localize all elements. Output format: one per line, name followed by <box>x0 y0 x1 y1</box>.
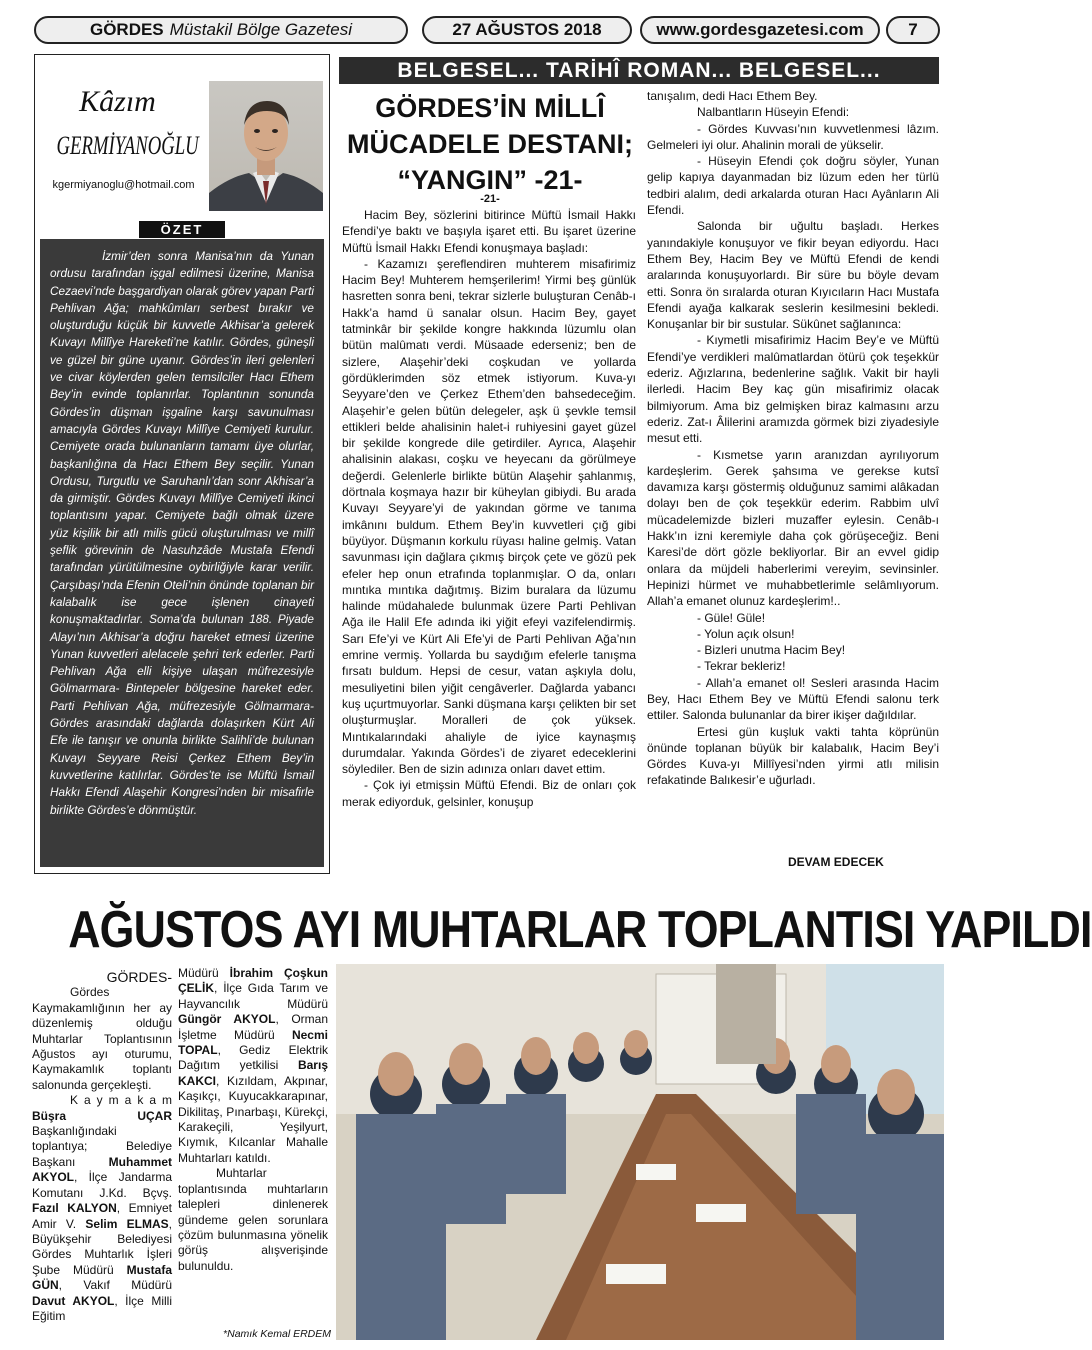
person-name: Selim ELMAS <box>85 1216 169 1231</box>
news-text: , Orman İşletme Müdürü <box>178 1012 328 1042</box>
website-link[interactable] <box>640 16 880 44</box>
person-name: Necmi TOPAL <box>178 1027 328 1058</box>
page-number <box>886 16 940 44</box>
news-dateline: GÖRDES- <box>106 969 172 985</box>
author-last-name: GERMİYANOĞLU <box>56 131 199 160</box>
news-text: , Kızıldam, Akpınar, Kaşıkçı, Kuyucakkarapınar, Dikilitaş, Pınarbaşı, Kürekçi, Karakeçili, Yeşilyurt, Kıymık, Kılcanlar Mahalle Muhtarları katıldı. <box>178 1073 328 1165</box>
author-photo <box>209 81 323 211</box>
person-name: Büşra UÇAR <box>32 1108 172 1123</box>
news-text: , Vakıf Müdürü <box>58 1278 172 1293</box>
author-column <box>34 54 330 874</box>
paragraph: - Yolun açık olsun! <box>697 626 795 641</box>
paragraph: - Kazamızı şereflendiren muhterem misafirimiz Hacim Bey! Muhterem hemşerilerim! Yirmi beş günlük hasretten sonra beni, tekrar sizlerle buluşturan Cenâb-ı Hakk’a hamd ü sanalar olsun. Hacim Bey, gayet tatminkâr bir şekilde kongre hakkında lüzumlu olan bütün malûmatı verdi. Müsaade ederseniz; ben de sizlere, Alaşehir’deki coşkudan ve yollarda gördüklerimden söz etmek istiyorum. Kuva-yı Seyyare’den ve Çerkez Ethem’den bahsedeceğim. Alaşehir’e gelen bütün delegeler, aşk ü şevkle temsil ettikleri belde ahalisinin halet-i ruhiyesini gayet güzel bir şekilde kongrede dile getirdiler. Ayrıca, Alaşehir ahalisinin alakası, coşku ve heyecanı da görülmeye değerdi. Gelenlerle birlikte bütün Alaşehir şahlanmış, dörtnala koşmaya hazır bir küheylan gibiydi. Bu arada Kuvayı Seyyare’yi de yakından görme ve tanıma imkânını buldum. Ethem Bey’in kuvvetleri çığ gibi büyüyor. Düşmanın korkulu rüyası haline gelmiş. Vatan savunması için dağlara çıkmış birçok çete ve gözü pek efeler hep onun etrafında toplanmışlar. O da, onları mıntıka mıntıka dağıtmış. Bizim buralara da lüzumu halinde müdahalede bulunmak üzere Parti Pehlivan Ağa ile Halil Efe adında iki yiğit efeyi vazifelendirmiş. Sarı Efe’yi ve Kürt Ali Efe’yi de Parti Pehlivan Ağa’nın emrine vermiş. Yollarda bu saydığım efelerle tanışma fırsatı buldum. Hepsi de cesur, vatan aşkıyla dolu, mesuliyetini bilen yiğit cengâverler. Dağlarda yabancı kuş uçurtmuyorlar. Sanki düşmana karşı çelikten bir set oluşturmuşlar. Moralleri de çok yüksek. Mıntıkalarındaki ahaliyle de iyice kaynaşmış durumdalar. Yakında Gördes’i de ziyaret edeceklerini söylediler. Ben de sizin adınıza onları davet ettim. <box>342 256 636 777</box>
serial-title-line1: GÖRDES’İN MİLLÎ <box>375 93 605 123</box>
news-paragraph <box>32 1093 179 1324</box>
paragraph: - Çok iyi etmişsin Müftü Efendi. Biz de onları çok merak ediyorduk, gelsinler, konuşup <box>342 778 636 809</box>
news-text: , İlçe Gıda Tarım ve Hayvancılık Müdürü <box>178 981 328 1011</box>
person-name: Güngör AKYOL <box>178 1012 276 1027</box>
masthead-subtitle: Müstakil Bölge Gazetesi <box>169 20 353 39</box>
summary-text: İzmir’den sonra Manisa’nın da Yunan ordusu tarafından işgal edilmesi üzerine, Manisa Cezaevi’nde başgardiyan olarak görev yapan Parti Pehlivan Ağa; mahkûmları serbest bırakır ve oluşturduğu küçük bir kuvvetle Akhisar’a gelerek Kuvayı Millîye Hareketi’ne katılır. Gördes, güneşli ve güzel bir güne uyanır. Gördes’in ileri gelenleri ve civar köylerden gelen temsilciler Hacı Ethem Bey’in evinde toplanırlar. Toplantının sonunda Gördes’in düşman işgaline karşı savunulması amacıyla Gördes Kuvayı Millîye Cemiyeti kurulur. Cemiyete orada bulunanların tamamı üye olurlar, başkanlığına da Hacı Ethem Bey seçilir. Yunan Ordusu, Turgutlu ve Saruhanlı’dan sonr Akhisar’a da girmiştir. Gördes Kuvayı Millîye Cemiyeti ikinci toplantısını yapar. Cemiyete bağlı olmak üzere yüz kişilik bir atlı milis gücü oluşturulması ve millî şeflik görevinin de Nasuhzâde Mustafa Efendi tarafından yürütülmesine oybirliğiyle karar verilir. Çarşıbaşı’nda Efenin Oteli’nin önünde toplanan bir kalabalık ise gece işlenen cinayeti konuşmaktadırlar. Soma’da bulunan 188. Piyade Alayı’nın Akhisar’a doğru hareket etmesi üzerine Yunan kuvvetleri alelacele şehri terk ederler. Parti Pehlivan Ağa elli kişiye ulaşan müfrezesiyle Gölmarmara- Bintepeler bölgesine hareket eder. Parti Pehlivan Ağa, müfrezesiyle Gölmarmara-Gördes arasındaki dağlarda dolaşırken Kürt Ali Efe ile tanışır ve onunla birlikte Salihli’de bulunan Kuvayı Seyyare Reisi Çerkez Ethem Bey’in kuvvetlerine katılırlar. Gördes’te ise Müftü İsmail Hakkı Efendi Alaşehir Kongresi’nden bir misafirle birlikte Gördes’e dönmüştür. <box>40 239 324 867</box>
news-headline: AĞUSTOS AYI MUHTARLAR TOPLANTISI YAPILDI <box>68 901 1092 959</box>
person-name: Muhammet AKYOL <box>32 1154 172 1185</box>
paragraph: tanışalım, dedi Hacı Ethem Bey. <box>647 89 818 103</box>
news-text: Kaymakam <box>70 1093 179 1108</box>
paragraph: - Hüseyin Efendi çok doğru söyler, Yunan gelip kapıya dayanmadan biz lüzum eden her türlü tedbiri alalım, dedi arkalarda oturan Hacı Ayânların Ali Efendi. <box>647 154 939 218</box>
continued-note: DEVAM EDECEK <box>788 855 884 869</box>
masthead-pill <box>34 16 408 44</box>
news-text: , Büyükşehir Belediyesi Gördes Muhtarlık İşleri Şube Müdürü <box>32 1216 172 1277</box>
person-name: Fazıl KALYON <box>32 1201 117 1216</box>
serial-title-line2: MÜCADELE DESTANI; <box>347 129 633 159</box>
paragraph: Hacim Bey, sözlerini bitirince Müftü İsmail Hakkı Efendi’ye baktı ve başıyla işaret etti. Bu işaret üzerine Müftü İsmail Hakkı Efendi konuşmaya başladı: <box>342 208 636 255</box>
person-name: Mustafa GÜN <box>32 1262 172 1293</box>
paragraph: - Kısmetse yarın aranızdan ayrılıyorum kardeşlerim. Gerek şahsıma ve gerekse kutsî davamıza karşı göstermiş olduğunuz samimi alâkadan dolayı ben de çok teşekkür ederim. Rabbim ulvî mücadelemizde bizleri muzaffer eylesin. Cenâb-ı Hakk’ın izni keremiyle daha çok görüşeceğiz. Beni Karesi’de dört gözle bekliyorlar. Bir an evvel gidip onlara da müjdeli haberlerimi vereyim, sevinsinler. Hepinizi hürmet ve muhabbetlerimle selâmlıyorum. Allah’a emanet olunuz kardeşlerim!.. <box>647 447 939 609</box>
episode-number: -21- <box>480 193 500 205</box>
reporter-byline: *Namık Kemal ERDEM <box>223 1328 331 1340</box>
serial-title <box>340 90 640 198</box>
news-paragraph: Gördes Kaymakamlığının her ay düzenlemiş olduğu Muhtarlar Toplantısının Ağustos ayı oturumu, Kaymakamlık toplantı salonunda gerçekleşti. <box>32 985 172 1092</box>
news-column-2 <box>178 966 328 1324</box>
meeting-photo <box>336 964 944 1340</box>
section-banner: BELGESEL... TARİHÎ ROMAN... BELGESEL... <box>339 57 939 84</box>
news-paragraph <box>178 966 328 1166</box>
summary-label: ÖZET <box>139 221 225 238</box>
issue-date <box>422 16 632 44</box>
masthead-brand: GÖRDES <box>89 20 164 39</box>
serial-column-3 <box>647 88 939 876</box>
paragraph: - Güle! Güle! <box>697 610 766 625</box>
author-first-name: Kâzım <box>79 85 156 118</box>
news-text: , Emniyet Amir V. <box>32 1201 172 1231</box>
page-number-text: 7 <box>908 20 918 39</box>
paragraph: - Gördes Kuvvası’nın kuvvetlenmesi lâzım. Gelmeleri iyi olur. Ahalinin morali de yükselir. <box>647 121 939 152</box>
paragraph: - Tekrar bekleriz! <box>697 659 786 674</box>
news-text: , İlçe Milli Eğitim <box>32 1293 172 1323</box>
paragraph: - Allah’a emanet ol! Sesleri arasında Hacim Bey, Hacı Ethem Bey ve Müftü Efendi salonu terk ettiler. Salonda bulunanlar da birer ikişer dağıldılar. <box>647 675 939 723</box>
news-column-1 <box>32 969 179 1340</box>
person-name: İbrahim Çoşkun ÇELİK <box>178 966 328 996</box>
author-email: kgermiyanoglu@hotmail.com <box>52 179 195 191</box>
paragraph: Nalbantların Hüseyin Efendi: <box>697 105 850 120</box>
paragraph: - Bizleri unutma Hacim Bey! <box>697 643 846 658</box>
news-text: Müdürü <box>178 966 219 980</box>
serial-column-2 <box>342 207 636 875</box>
person-name: Davut AKYOL <box>32 1293 115 1308</box>
website-text: www.gordesgazetesi.com <box>656 20 864 39</box>
paragraph: Ertesi gün kuşluk vakti tahta köprünün önünde toplanan büyük bir kalabalık, Hacim Bey’i Gördes Kuva-yı Millîyesi’nden yirmi atlı milisin refakatinde Balıkesir’e uğurladı. <box>647 724 939 788</box>
news-paragraph: Muhtarlar toplantısında muhtarların talepleri dinlenerek gündeme gelen sorunlara çözüm bulunmasına yönelik görüş alışverişinde bulunuldu. <box>178 1166 328 1273</box>
news-text: , İlçe Jandarma Komutanı J.Kd. Bçvş. <box>32 1170 172 1200</box>
issue-date-text: 27 AĞUSTOS 2018 <box>452 20 602 39</box>
news-text: , Gediz Elektrik Dağıtım yetkilisi <box>178 1043 328 1073</box>
paragraph: - Kıymetli misafirimiz Hacim Bey’e ve Müftü Efendi’ye verdikleri malûmatlardan ötürü çok teşekkür ederiz. Ağızlarına, bedenlerine sağlık. Vakit bir hayli ilerledi. Hacim Bey kaç gün misafirimiz olacak bilmiyorum. Ama biz gelmişken biraz kalmasını arzu ederiz. Zat-ı Âlilerini aramızda görmek bizi ziyadesiyle mesut etti. <box>647 333 939 446</box>
serial-title-line3: “YANGIN” -21- <box>397 165 583 195</box>
news-text: Başkanlığındaki toplantıya; Belediye Başkanı <box>32 1124 172 1169</box>
person-name: Barış KAKCI <box>178 1058 328 1088</box>
paragraph: Salonda bir uğultu başladı. Herkes yanındakiyle konuşuyor ve fikir beyan ediyordu. Hacı Ethem Bey, Hacim Bey ve Müftü Efendi de kendi aralarında konuşuyorlardı. Bir süre bu böyle devam etti. Sonra ön sıralarda oturan Kıyıcıların Hacı Mustafa Efendi ayağa kalkarak seslerin kesilmesini bekledi. Konuşanlar bir bir sustular. Sükûnet sağlanınca: <box>647 219 939 332</box>
